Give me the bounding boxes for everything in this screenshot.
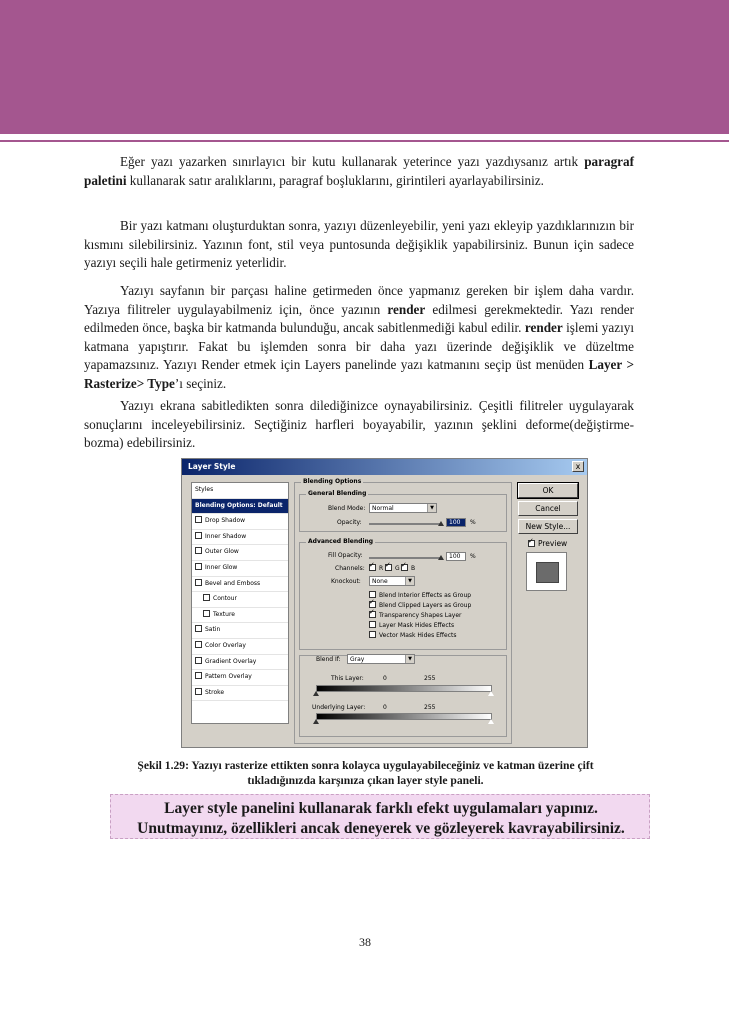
channel-r[interactable]: ✓ R [369, 565, 383, 572]
preview-checkbox[interactable]: ✓Preview [528, 539, 567, 548]
checkbox[interactable] [203, 610, 210, 617]
opacity-input[interactable]: 100 [446, 518, 466, 527]
paragraph-4: Yazıyı ekrana sabitledikten sonra dilediğinizce oynayabilirsiniz. Çeşitli filitreler uygulayarak sonuçlarını inceleyebilirsiniz. Seçtiğiniz harfleri boyayabilir, yazının şeklini deforme(değiştirme-bozma) edebilirsiniz. [84, 398, 634, 450]
underlying-layer-gradient[interactable] [316, 713, 492, 720]
knockout-label: Knockout: [331, 578, 361, 585]
checkbox[interactable] [195, 688, 202, 695]
checkbox[interactable] [195, 532, 202, 539]
new-style-button[interactable]: New Style... [518, 519, 578, 534]
advanced-blending-title: Advanced Blending [308, 538, 374, 545]
channels-label: Channels: [335, 565, 365, 572]
style-gradient-overlay[interactable]: Gradient Overlay [192, 655, 288, 671]
ok-button[interactable]: OK [518, 483, 578, 498]
check-layer-mask[interactable]: Layer Mask Hides Effects [369, 622, 454, 629]
style-inner-glow[interactable]: Inner Glow [192, 561, 288, 577]
page-number: 38 [359, 935, 371, 949]
checkbox[interactable] [195, 641, 202, 648]
note-box [110, 794, 650, 839]
check-vector-mask[interactable]: Vector Mask Hides Effects [369, 632, 457, 639]
underlying-layer-min: 0 [383, 704, 387, 711]
chevron-down-icon: ▼ [405, 655, 414, 663]
blend-mode-select[interactable]: Normal ▼ [369, 503, 437, 513]
chevron-down-icon: ▼ [427, 504, 436, 512]
header-rule [0, 140, 729, 142]
styles-list [191, 482, 289, 724]
underlying-layer-max: 255 [424, 704, 436, 711]
checkbox[interactable] [195, 547, 202, 554]
checkbox[interactable] [195, 672, 202, 679]
style-pattern-overlay[interactable]: Pattern Overlay [192, 670, 288, 686]
style-color-overlay[interactable]: Color Overlay [192, 639, 288, 655]
fill-opacity-label: Fill Opacity: [328, 552, 363, 559]
checkbox[interactable] [195, 657, 202, 664]
blend-if-group [299, 655, 507, 737]
underlying-layer-label: Underlying Layer: [312, 704, 366, 711]
preview-thumbnail [526, 552, 567, 591]
paragraph-1: Eğer yazı yazarken sınırlayıcı bir kutu kullanarak yeterince yazı yazdıysanız artık paragraf paletini kullanarak satır aralıklarını, paragraf boşluklarını, girintileri ayarlayabilirsiniz. [84, 154, 634, 188]
dialog-title: Layer Style [188, 462, 236, 471]
check-blend-interior[interactable]: Blend Interior Effects as Group [369, 592, 471, 599]
this-layer-white-handle[interactable] [488, 691, 494, 696]
opacity-slider[interactable] [369, 523, 441, 525]
this-layer-label: This Layer: [331, 675, 364, 682]
blend-if-select[interactable]: Gray ▼ [347, 654, 415, 664]
style-inner-shadow[interactable]: Inner Shadow [192, 530, 288, 546]
checkbox[interactable] [195, 563, 202, 570]
opacity-label: Opacity: [337, 519, 362, 526]
this-layer-black-handle[interactable] [313, 691, 319, 696]
note-line-2: Unutmayınız, özellikleri ancak deneyerek ve gözleyerek kavrayabilirsiniz. [137, 820, 625, 837]
close-icon[interactable]: x [572, 461, 584, 472]
underlying-white-handle[interactable] [488, 719, 494, 724]
style-satin[interactable]: Satin [192, 623, 288, 639]
channel-g[interactable]: ✓ G [385, 565, 400, 572]
checkbox[interactable] [195, 579, 202, 586]
style-blending-options[interactable]: Blending Options: Default [192, 499, 288, 515]
this-layer-min: 0 [383, 675, 387, 682]
dialog-title-bar [182, 459, 587, 475]
blending-options-title: Blending Options [303, 478, 362, 485]
fill-opacity-percent: % [470, 553, 476, 560]
underlying-black-handle[interactable] [313, 719, 319, 724]
note-line-1: Layer style panelini kullanarak farklı efekt uygulamaları yapınız. [164, 800, 598, 817]
fill-opacity-slider[interactable] [369, 557, 441, 559]
layer-style-dialog [181, 458, 588, 748]
this-layer-max: 255 [424, 675, 436, 682]
style-texture[interactable]: Texture [192, 608, 288, 624]
general-blending-title: General Blending [308, 490, 367, 497]
this-layer-gradient[interactable] [316, 685, 492, 692]
figure-caption: Şekil 1.29: Yazıyı rasterize ettikten sonra kolayca uygulayabileceğiniz ve katman üzerine çift tıkladığınızda karşınıza çıkan layer style paneli. [137, 759, 594, 787]
fill-opacity-slider-handle[interactable] [438, 555, 444, 560]
chevron-down-icon: ▼ [405, 577, 414, 585]
style-drop-shadow[interactable]: Drop Shadow [192, 514, 288, 530]
style-bevel-emboss[interactable]: Bevel and Emboss [192, 577, 288, 593]
checkbox[interactable] [195, 625, 202, 632]
header-band [0, 0, 729, 134]
blend-mode-label: Blend Mode: [328, 505, 366, 512]
general-blending-group [299, 490, 507, 532]
checkbox[interactable] [195, 516, 202, 523]
opacity-percent: % [470, 519, 476, 526]
blend-if-label: Blend If: [316, 656, 341, 663]
checkbox[interactable] [203, 594, 210, 601]
paragraph-3: Yazıyı sayfanın bir parçası haline getirmeden önce yapmanız gereken bir işlem daha vardır. Yazıya filitreler uygulayabilmeniz için, önce yazının render edilmesi gerekmektedir. Yazı render edilmeden önce, başka bir katmanda bulunduğu, ancak sabitlenmediği kabul edilir. render işlemi yazıyı katmana yapıştırır. Fakat bu işlemden sonra bir daha yazı üzerinde değişiklik ve düzeltme yapamazsınız. Yazıyı Render etmek için Layers panelinde yazı katmanını seçip üst menüden Layer > Rasterize> Type’ı seçiniz. [84, 283, 635, 391]
styles-header[interactable]: Styles [192, 483, 288, 499]
check-blend-clipped[interactable]: ✓Blend Clipped Layers as Group [369, 602, 471, 609]
style-contour[interactable]: Contour [192, 592, 288, 608]
cancel-button[interactable]: Cancel [518, 501, 578, 516]
knockout-select[interactable]: None ▼ [369, 576, 415, 586]
check-transparency-shapes[interactable]: ✓Transparency Shapes Layer [369, 612, 461, 619]
style-outer-glow[interactable]: Outer Glow [192, 545, 288, 561]
paragraph-2: Bir yazı katmanı oluşturduktan sonra, yazıyı düzenleyebilir, yeni yazı ekleyip yazdıklarınızın bir kısmını silebilirsiniz. Yazının font, stil veya puntosunda değişiklik yapabilirsiniz. Bunun için sadece yazıyı seçili hale getirmeniz yeterlidir. [84, 218, 634, 270]
fill-opacity-input[interactable]: 100 [446, 552, 466, 561]
style-stroke[interactable]: Stroke [192, 686, 288, 702]
channel-b[interactable]: ✓ B [401, 565, 415, 572]
opacity-slider-handle[interactable] [438, 521, 444, 526]
